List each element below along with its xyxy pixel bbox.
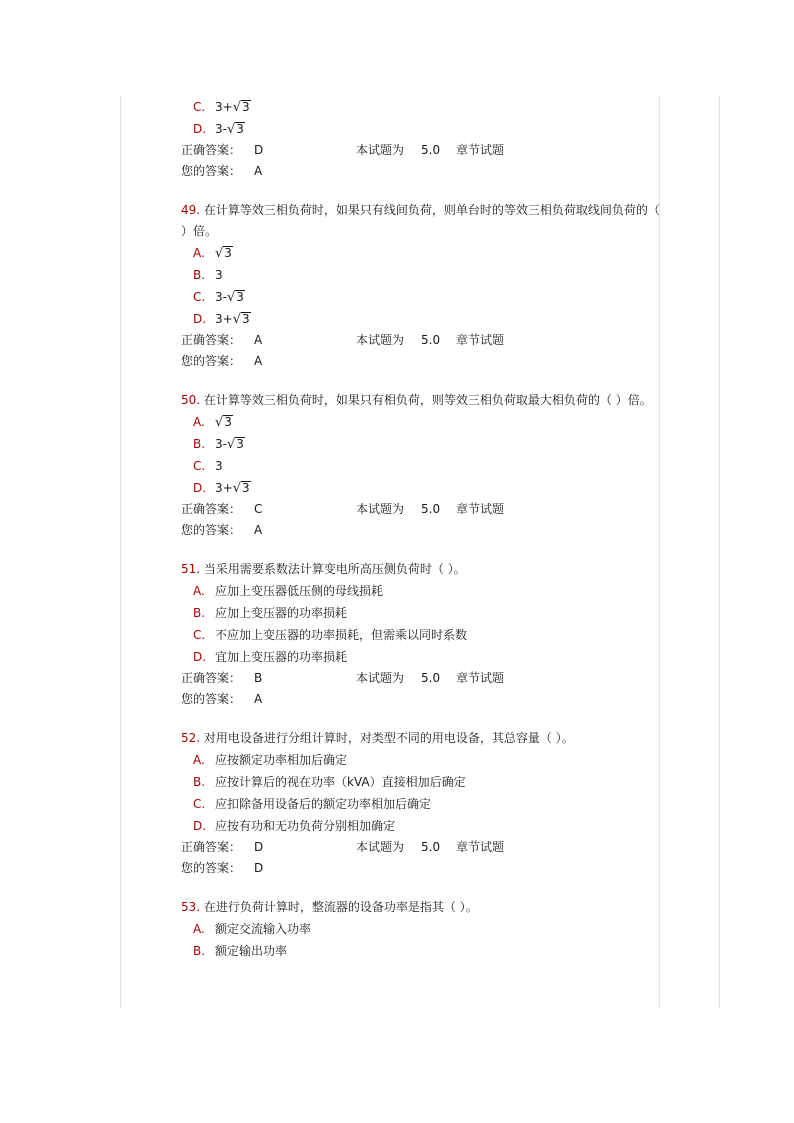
question-number: 49. bbox=[181, 203, 204, 217]
answer-option bbox=[181, 793, 661, 815]
sqrt-expression bbox=[233, 477, 251, 500]
question-number: 53. bbox=[181, 900, 204, 914]
option-text: 应加上变压器的功率损耗 bbox=[215, 606, 348, 620]
chapter-label: 章节试题 bbox=[456, 502, 505, 516]
option-letter: A. bbox=[193, 415, 205, 429]
score-label: 本试题为 bbox=[356, 671, 405, 685]
sqrt-expression bbox=[233, 308, 251, 331]
answer-option bbox=[181, 749, 661, 771]
your-answer-label: 您的答案： bbox=[181, 354, 242, 368]
question-number: 50. bbox=[181, 393, 204, 407]
answer-option bbox=[181, 918, 661, 940]
sqrt-expression bbox=[215, 242, 233, 265]
answer-option bbox=[181, 624, 661, 646]
question-stem: 当采用需要系数法计算变电所高压侧负荷时（ ）。 bbox=[203, 562, 466, 576]
option-text: 额定交流输入功率 bbox=[215, 922, 312, 936]
answer-option bbox=[181, 602, 661, 624]
answer-option bbox=[181, 433, 661, 455]
question-stem: 在进行负荷计算时，整流器的设备功率是指其（ ）。 bbox=[203, 900, 478, 914]
question-block bbox=[181, 897, 661, 962]
answer-option bbox=[181, 118, 661, 140]
radicand: 3 bbox=[236, 437, 244, 451]
question-list bbox=[181, 96, 661, 980]
option-letter: A. bbox=[193, 753, 205, 767]
correct-answer-value: B bbox=[254, 671, 263, 685]
option-letter: B. bbox=[193, 944, 206, 958]
option-text: 额定输出功率 bbox=[215, 944, 288, 958]
answer-option bbox=[181, 477, 661, 499]
answer-option bbox=[181, 815, 661, 837]
correct-answer-label: 正确答案： bbox=[181, 502, 242, 516]
answer-option bbox=[181, 242, 661, 264]
correct-answer-row bbox=[181, 330, 661, 351]
option-letter: D. bbox=[193, 481, 207, 495]
score-value: 5.0 bbox=[421, 671, 441, 685]
sqrt-expression bbox=[227, 433, 245, 456]
correct-answer-row bbox=[181, 668, 661, 689]
your-answer-value: D bbox=[254, 861, 264, 875]
chapter-label: 章节试题 bbox=[456, 333, 505, 347]
option-letter: D. bbox=[193, 819, 207, 833]
answer-option bbox=[181, 411, 661, 433]
question-text bbox=[181, 728, 661, 749]
option-letter: D. bbox=[193, 122, 207, 136]
your-answer-value: A bbox=[254, 523, 263, 537]
answer-option bbox=[181, 940, 661, 962]
sqrt-expression bbox=[227, 286, 245, 309]
your-answer-value: A bbox=[254, 354, 263, 368]
option-letter: C. bbox=[193, 628, 206, 642]
radicand: 3 bbox=[242, 481, 250, 495]
question-stem: 在计算等效三相负荷时，如果只有相负荷，则等效三相负荷取最大相负荷的（ ）倍。 bbox=[203, 393, 652, 407]
radical-icon: √ bbox=[232, 481, 241, 496]
option-letter: C. bbox=[193, 797, 206, 811]
your-answer-row bbox=[181, 689, 661, 710]
radicand: 3 bbox=[236, 122, 244, 136]
question-number: 51. bbox=[181, 562, 204, 576]
your-answer-label: 您的答案： bbox=[181, 523, 242, 537]
answer-option bbox=[181, 646, 661, 668]
radical-icon: √ bbox=[215, 246, 224, 261]
correct-answer-label: 正确答案： bbox=[181, 333, 242, 347]
chapter-label: 章节试题 bbox=[456, 671, 505, 685]
your-answer-label: 您的答案： bbox=[181, 692, 242, 706]
option-letter: B. bbox=[193, 268, 206, 282]
option-text: 应按额定功率相加后确定 bbox=[215, 753, 348, 767]
sqrt-expression bbox=[215, 411, 233, 434]
correct-answer-row bbox=[181, 837, 661, 858]
chapter-label: 章节试题 bbox=[456, 143, 505, 157]
correct-answer-label: 正确答案： bbox=[181, 671, 242, 685]
score-value: 5.0 bbox=[421, 333, 441, 347]
radical-icon: √ bbox=[232, 312, 241, 327]
question-block bbox=[181, 200, 661, 372]
option-text: 应按计算后的视在功率（kVA）直接相加后确定 bbox=[215, 775, 466, 789]
sqrt-expression bbox=[233, 96, 251, 119]
radical-icon: √ bbox=[226, 290, 236, 305]
option-text: 不应加上变压器的功率损耗，但需乘以同时系数 bbox=[215, 628, 468, 642]
option-letter: A. bbox=[193, 922, 205, 936]
your-answer-value: A bbox=[254, 164, 263, 178]
option-text: 应扣除备用设备后的额定功率相加后确定 bbox=[215, 797, 432, 811]
question-block bbox=[181, 390, 661, 541]
your-answer-value: A bbox=[254, 692, 263, 706]
score-value: 5.0 bbox=[421, 840, 441, 854]
question-stem: 在计算等效三相负荷时，如果只有线间负荷，则单台时的等效三相负荷取线间负荷的（ ）倍。 bbox=[181, 203, 660, 238]
option-text: 宜加上变压器的功率损耗 bbox=[215, 650, 348, 664]
question-text bbox=[181, 897, 661, 918]
chapter-label: 章节试题 bbox=[456, 840, 505, 854]
your-answer-label: 您的答案： bbox=[181, 861, 242, 875]
correct-answer-row bbox=[181, 140, 661, 161]
option-text: 应加上变压器低压侧的母线损耗 bbox=[215, 584, 384, 598]
option-text: 3- bbox=[215, 437, 227, 451]
correct-answer-value: D bbox=[254, 840, 264, 854]
option-text: 3- bbox=[215, 122, 227, 136]
option-text: 3 bbox=[215, 459, 223, 473]
option-letter: B. bbox=[193, 437, 206, 451]
answer-option bbox=[181, 308, 661, 330]
option-letter: C. bbox=[193, 290, 206, 304]
option-letter: D. bbox=[193, 650, 207, 664]
answer-option bbox=[181, 96, 661, 118]
answer-option bbox=[181, 580, 661, 602]
option-text: 3- bbox=[215, 290, 227, 304]
your-answer-row bbox=[181, 161, 661, 182]
radicand: 3 bbox=[236, 290, 244, 304]
option-letter: C. bbox=[193, 459, 206, 473]
correct-answer-value: C bbox=[254, 502, 263, 516]
your-answer-row bbox=[181, 351, 661, 372]
question-text bbox=[181, 200, 661, 242]
option-letter: B. bbox=[193, 606, 206, 620]
answer-option bbox=[181, 264, 661, 286]
radical-icon: √ bbox=[226, 437, 236, 452]
page-border-right bbox=[719, 96, 720, 1008]
option-letter: B. bbox=[193, 775, 206, 789]
sqrt-expression bbox=[227, 118, 245, 141]
option-text: 应按有功和无功负荷分别相加确定 bbox=[215, 819, 396, 833]
your-answer-row bbox=[181, 520, 661, 541]
correct-answer-label: 正确答案： bbox=[181, 840, 242, 854]
correct-answer-row bbox=[181, 499, 661, 520]
score-value: 5.0 bbox=[421, 502, 441, 516]
radicand: 3 bbox=[242, 100, 250, 114]
question-text bbox=[181, 559, 661, 580]
correct-answer-value: D bbox=[254, 143, 264, 157]
radical-icon: √ bbox=[215, 415, 224, 430]
answer-option bbox=[181, 771, 661, 793]
question-continuation bbox=[181, 96, 661, 182]
option-text: 3+ bbox=[215, 100, 233, 114]
correct-answer-label: 正确答案： bbox=[181, 143, 242, 157]
correct-answer-value: A bbox=[254, 333, 263, 347]
option-text: 3+ bbox=[215, 481, 233, 495]
your-answer-row bbox=[181, 858, 661, 879]
question-block bbox=[181, 559, 661, 710]
page-border-left bbox=[120, 96, 121, 1008]
question-block bbox=[181, 728, 661, 879]
radicand: 3 bbox=[224, 415, 232, 429]
option-text: 3+ bbox=[215, 312, 233, 326]
answer-option bbox=[181, 455, 661, 477]
score-label: 本试题为 bbox=[356, 333, 405, 347]
option-letter: A. bbox=[193, 246, 205, 260]
radical-icon: √ bbox=[232, 100, 241, 115]
question-text bbox=[181, 390, 661, 411]
radicand: 3 bbox=[224, 246, 232, 260]
radicand: 3 bbox=[242, 312, 250, 326]
option-letter: A. bbox=[193, 584, 205, 598]
option-letter: C. bbox=[193, 100, 206, 114]
question-number: 52. bbox=[181, 731, 204, 745]
radical-icon: √ bbox=[226, 122, 236, 137]
question-stem: 对用电设备进行分组计算时，对类型不同的用电设备，其总容量（ ）。 bbox=[203, 731, 574, 745]
score-label: 本试题为 bbox=[356, 502, 405, 516]
option-text: 3 bbox=[215, 268, 223, 282]
answer-option bbox=[181, 286, 661, 308]
score-label: 本试题为 bbox=[356, 840, 405, 854]
option-letter: D. bbox=[193, 312, 207, 326]
your-answer-label: 您的答案： bbox=[181, 164, 242, 178]
score-label: 本试题为 bbox=[356, 143, 405, 157]
score-value: 5.0 bbox=[421, 143, 441, 157]
